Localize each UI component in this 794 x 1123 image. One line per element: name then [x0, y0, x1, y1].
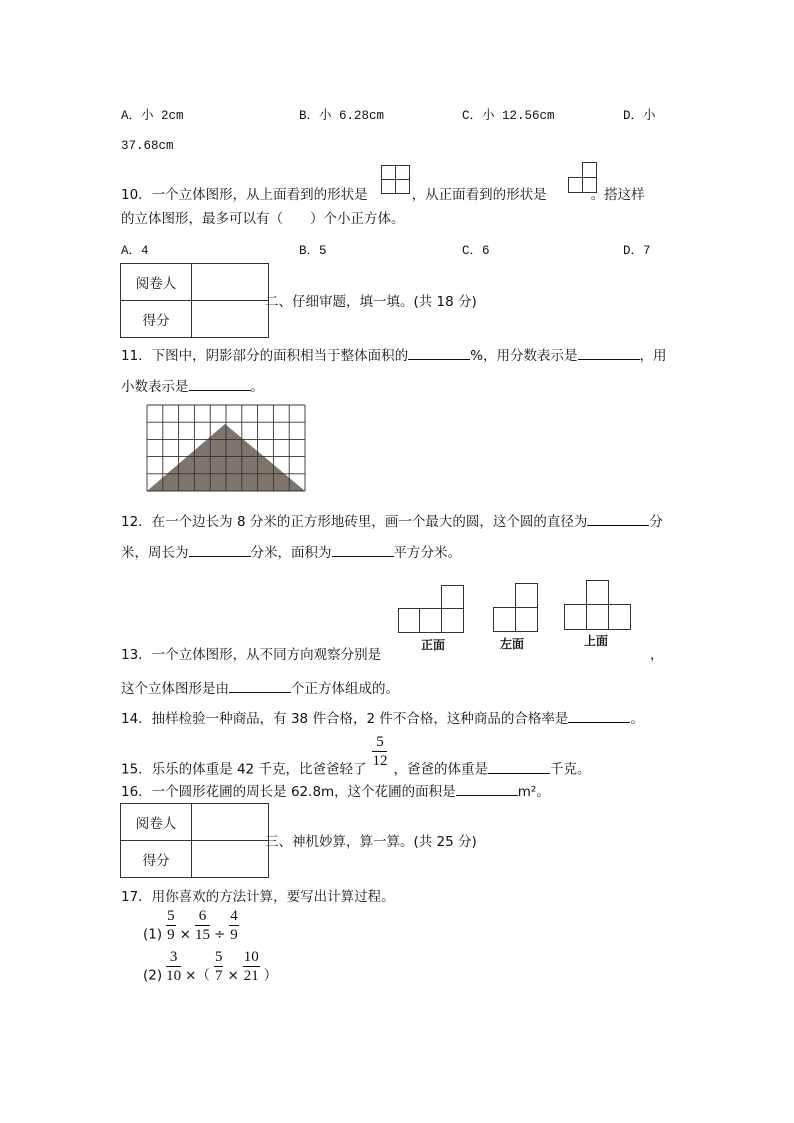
q14-blank[interactable]: [568, 709, 630, 723]
q9-option-b: B．小 6.28cm: [299, 109, 385, 123]
q10-line2: 的立体图形，最多可以有（ ）个小正方体。: [121, 211, 405, 227]
q11-line1: 11．下图中，阴影部分的面积相当于整体面积的 %，用分数表示是 ，用: [121, 348, 667, 364]
q13-line2: 这个立体图形是由 个正方体组成的。: [121, 681, 399, 697]
reviewer-label: 阅卷人: [121, 804, 192, 841]
q10-option-a: A．4: [121, 244, 149, 258]
q12-blank-area[interactable]: [332, 543, 394, 557]
score-label: 得分: [121, 841, 192, 878]
q15-numerator: 5: [372, 733, 387, 752]
q15-blank[interactable]: [488, 760, 550, 774]
score-field[interactable]: [192, 301, 269, 338]
q9-option-d-cont: 37.68cm: [121, 139, 174, 153]
q10-option-d: D．7: [623, 244, 651, 258]
q11-blank-percent[interactable]: [408, 346, 470, 360]
q12-blank-circumference[interactable]: [189, 543, 251, 557]
reviewer-field[interactable]: [192, 804, 269, 841]
q10-option-b: B．5: [299, 244, 327, 258]
q17-expression-2: (2) $\frac{3}{10}$ ×（ $\frac{5}{7}$ × $\frac{10}{21}$ ）: [143, 949, 278, 984]
reviewer-label: 阅卷人: [121, 264, 192, 301]
q13-line1: 13．一个立体图形，从不同方向观察分别是: [121, 647, 382, 663]
q10-text-a: 10．一个立体图形，从上面看到的形状是: [121, 187, 368, 203]
q17-title: 17．用你喜欢的方法计算，要写出计算过程。: [121, 889, 395, 905]
q9-option-a: A．小 2cm: [121, 109, 184, 123]
q12-line1: 12．在一个边长为 8 分米的正方形地砖里，画一个最大的圆，这个圆的直径为 分: [121, 514, 663, 530]
q11-line2: 小数表示是 。: [121, 379, 264, 395]
q10-text-c: 。搭这样: [590, 187, 645, 203]
q11-blank-decimal[interactable]: [189, 377, 251, 391]
q9-option-d: D．小: [623, 109, 656, 123]
q15: 15．乐乐的体重是 42 千克，比爸爸轻了 $\frac{5}{12}$ ，爸爸的体重是 千克。: [121, 734, 591, 778]
q11-blank-fraction[interactable]: [578, 346, 640, 360]
q16: 16．一个圆形花圃的周长是 62.8m，这个花圃的面积是 m²。: [121, 784, 550, 800]
section-3-heading: 三、神机妙算，算一算。(共 25 分): [265, 834, 477, 850]
shaded-grid-figure: [145, 403, 309, 495]
q13-blank[interactable]: [229, 679, 291, 693]
q12-blank-diameter[interactable]: [587, 512, 649, 526]
q13-comma: ，: [650, 647, 664, 663]
q14: 14．抽样检验一种商品，有 38 件合格，2 件不合格，这种商品的合格率是 。: [121, 711, 644, 727]
score-table-2: [120, 263, 269, 338]
reviewer-field[interactable]: [192, 264, 269, 301]
front-view-label: 正面: [421, 638, 446, 652]
q10-option-c: C．6: [462, 244, 490, 258]
q17-expression-1: (1) $\frac{5}{9}$ × $\frac{6}{15}$ ÷ $\frac{4}{9}$: [143, 908, 238, 943]
q16-blank[interactable]: [456, 782, 518, 796]
q9-option-c: C．小 12.56cm: [462, 109, 555, 123]
top-view-label: 上面: [584, 634, 609, 648]
score-table-3: [120, 803, 269, 878]
section-2-heading: 二、仔细审题，填一填。(共 18 分): [265, 294, 477, 310]
q10-text-b: ，从正面看到的形状是: [411, 187, 547, 203]
q15-denominator: 12: [372, 753, 388, 769]
q12-line2: 米，周长为 分米，面积为 平方分米。: [121, 545, 461, 561]
score-label: 得分: [121, 301, 192, 338]
score-field[interactable]: [192, 841, 269, 878]
left-view-label: 左面: [500, 637, 525, 651]
